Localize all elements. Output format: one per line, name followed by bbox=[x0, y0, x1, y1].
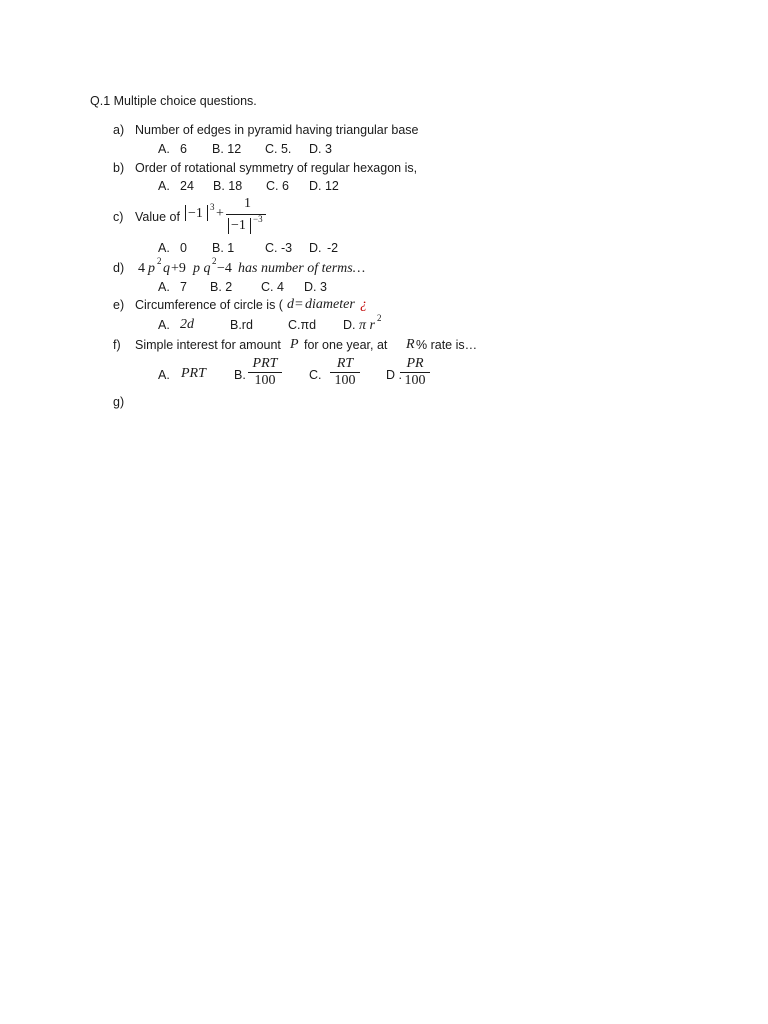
option-a-label: A. bbox=[158, 241, 170, 255]
option-d: D. 12 bbox=[309, 179, 339, 193]
math-equals: = bbox=[295, 297, 303, 312]
option-d-value: π r bbox=[359, 318, 375, 333]
math-exponent: 2 bbox=[377, 313, 382, 323]
section-heading: Q.1 Multiple choice questions. bbox=[90, 94, 257, 108]
option-c: C. 6 bbox=[266, 179, 289, 193]
math-variable: q bbox=[163, 261, 170, 276]
option-b-fraction bbox=[248, 356, 282, 389]
math-exponent: −3 bbox=[253, 214, 263, 224]
abs-bar-left bbox=[228, 218, 229, 234]
question-letter: g) bbox=[113, 395, 125, 409]
question-letter: f) bbox=[113, 338, 121, 352]
abs-bar-right bbox=[207, 205, 208, 221]
fraction-numerator: 1 bbox=[244, 196, 251, 211]
option-c: C.πd bbox=[288, 318, 317, 332]
question-text: Order of rotational symmetry of regular hexagon is, bbox=[135, 161, 418, 175]
math-text: diameter bbox=[305, 297, 355, 312]
math-variable: p bbox=[148, 261, 155, 276]
fraction-numerator: RT bbox=[336, 356, 354, 371]
option-b: B. 18 bbox=[213, 179, 243, 193]
question-text: Value of bbox=[135, 210, 180, 224]
abs-bar-right bbox=[250, 218, 251, 234]
option-a-value: 24 bbox=[180, 179, 194, 193]
option-c-label: C. bbox=[309, 368, 322, 382]
option-d-label: D. bbox=[343, 318, 356, 332]
question-text: Number of edges in pyramid having triangular base bbox=[135, 123, 419, 137]
math-variable: R bbox=[406, 337, 415, 352]
option-a-label: A. bbox=[158, 318, 170, 332]
option-a-value: 6 bbox=[180, 142, 187, 156]
option-a-value: 2d bbox=[180, 317, 194, 332]
fraction-denominator: 100 bbox=[404, 373, 426, 388]
math-exponent: 2 bbox=[157, 256, 162, 266]
math-exponent: 2 bbox=[212, 256, 217, 266]
option-b: B. 2 bbox=[210, 280, 233, 294]
question-text: for one year, at bbox=[304, 338, 388, 352]
option-a-value: 7 bbox=[180, 280, 187, 294]
option-c: C. -3 bbox=[265, 241, 293, 255]
question-letter: e) bbox=[113, 298, 125, 312]
math-variable: d bbox=[287, 297, 294, 312]
abs-bar-left bbox=[185, 205, 186, 221]
option-a-label: A. bbox=[158, 179, 170, 193]
fraction-numerator: PRT bbox=[252, 356, 278, 371]
question-text: Circumference of circle is ( bbox=[135, 298, 283, 312]
error-mark: ¿ bbox=[360, 297, 367, 312]
option-c: C. 4 bbox=[261, 280, 284, 294]
option-d-fraction bbox=[400, 356, 430, 389]
option-c: C. 5. bbox=[265, 142, 292, 156]
math-exponent: 3 bbox=[210, 202, 215, 212]
option-a-value: PRT bbox=[181, 366, 206, 381]
math-variable: P bbox=[290, 337, 299, 352]
option-d-label: D . bbox=[386, 368, 402, 382]
question-letter: a) bbox=[113, 123, 125, 137]
option-d-label: D. bbox=[309, 241, 322, 255]
question-letter: c) bbox=[113, 210, 124, 224]
math-variable: p q bbox=[193, 261, 211, 276]
question-letter: d) bbox=[113, 261, 125, 275]
fraction-denominator: 100 bbox=[254, 373, 276, 388]
option-d: D. 3 bbox=[309, 142, 332, 156]
option-a-label: A. bbox=[158, 368, 170, 382]
math-text: has number of terms… bbox=[238, 261, 366, 276]
math-plus: + bbox=[216, 206, 224, 221]
math-term: +9 bbox=[171, 261, 186, 276]
option-b: B.rd bbox=[230, 318, 253, 332]
option-c-fraction bbox=[330, 356, 360, 389]
question-text: % rate is… bbox=[416, 338, 478, 352]
option-b: B. 12 bbox=[212, 142, 242, 156]
math-minus-one: −1 bbox=[188, 206, 203, 221]
fraction-denominator: 100 bbox=[334, 373, 356, 388]
option-b: B. 1 bbox=[212, 241, 235, 255]
option-a-label: A. bbox=[158, 142, 170, 156]
math-minus-one: −1 bbox=[231, 218, 246, 233]
math-term: −4 bbox=[217, 261, 232, 276]
option-d-value: -2 bbox=[327, 241, 339, 255]
option-a-label: A. bbox=[158, 280, 170, 294]
math-coefficient: 4 bbox=[138, 261, 145, 276]
option-b-label: B. bbox=[234, 368, 246, 382]
question-letter: b) bbox=[113, 161, 125, 175]
option-d: D. 3 bbox=[304, 280, 327, 294]
question-text: Simple interest for amount bbox=[135, 338, 281, 352]
option-a-value: 0 bbox=[180, 241, 187, 255]
fraction-numerator: PR bbox=[406, 356, 424, 371]
